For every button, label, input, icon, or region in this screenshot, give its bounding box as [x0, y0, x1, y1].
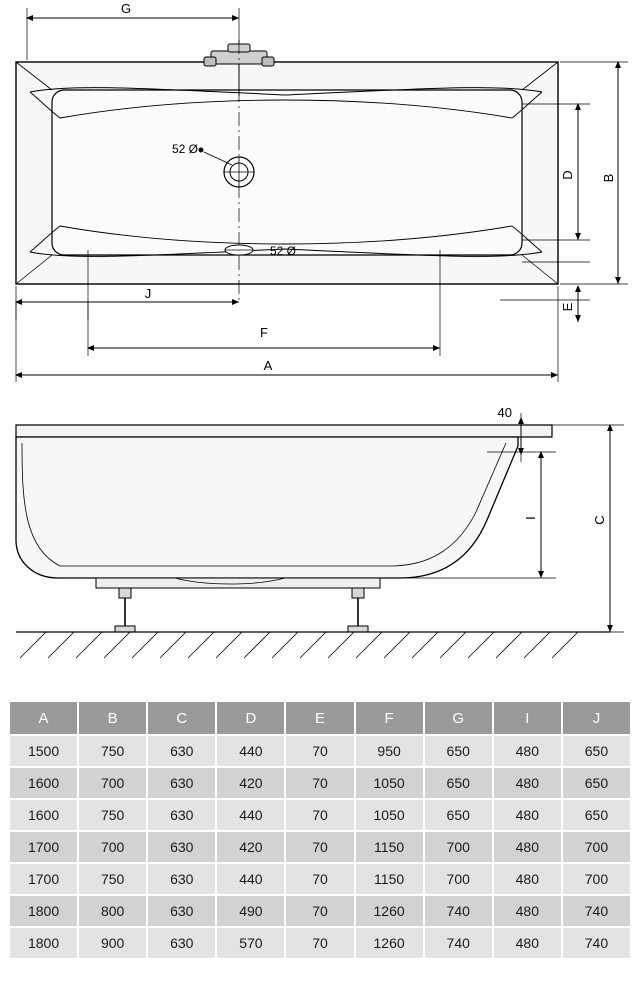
table-row [10, 800, 630, 830]
cell-i: 480 [494, 896, 561, 926]
cell-i: 480 [494, 928, 561, 958]
cell-f: 1260 [356, 928, 423, 958]
tub-body-profile [16, 437, 518, 578]
overflow-outlet [225, 245, 253, 255]
cell-g: 740 [425, 896, 492, 926]
cell-b: 800 [79, 896, 146, 926]
cell-g: 650 [425, 736, 492, 766]
dim-label-d: D [560, 170, 575, 180]
table-header-row [10, 702, 630, 734]
cell-i: 480 [494, 832, 561, 862]
cell-j: 650 [563, 800, 630, 830]
cell-e: 70 [286, 896, 353, 926]
cell-g: 700 [425, 864, 492, 894]
cell-c: 630 [148, 928, 215, 958]
cell-g: 740 [425, 928, 492, 958]
cell-j: 700 [563, 864, 630, 894]
cell-c: 630 [148, 832, 215, 862]
cell-b: 750 [79, 736, 146, 766]
cell-c: 630 [148, 768, 215, 798]
leader-dot-1 [199, 148, 204, 153]
cell-d: 490 [217, 896, 284, 926]
dim-label-f: F [260, 325, 268, 340]
column-header-d: D [217, 702, 284, 734]
dimensions-table [8, 700, 632, 960]
side-view-group [16, 405, 624, 658]
cell-j: 700 [563, 832, 630, 862]
waste-outlet [224, 157, 254, 187]
cell-d: 420 [217, 832, 284, 862]
cell-d: 440 [217, 864, 284, 894]
cell-f: 1050 [356, 768, 423, 798]
dim-label-40: 40 [497, 405, 512, 420]
cell-a: 1700 [10, 864, 77, 894]
cell-f: 1260 [356, 896, 423, 926]
cell-j: 740 [563, 896, 630, 926]
cell-c: 630 [148, 736, 215, 766]
cell-f: 950 [356, 736, 423, 766]
cell-j: 650 [563, 768, 630, 798]
cell-c: 630 [148, 896, 215, 926]
dim-label-e: E [560, 302, 575, 312]
cell-d: 420 [217, 768, 284, 798]
cell-g: 650 [425, 768, 492, 798]
cell-e: 70 [286, 832, 353, 862]
support-leg-left [115, 588, 135, 632]
column-header-b: B [79, 702, 146, 734]
cell-b: 700 [79, 768, 146, 798]
cell-a: 1700 [10, 832, 77, 862]
column-header-g: G [425, 702, 492, 734]
cell-g: 650 [425, 800, 492, 830]
cell-j: 740 [563, 928, 630, 958]
cell-b: 700 [79, 832, 146, 862]
cell-j: 650 [563, 736, 630, 766]
cell-f: 1050 [356, 800, 423, 830]
column-header-i: I [494, 702, 561, 734]
cell-c: 630 [148, 864, 215, 894]
cell-i: 480 [494, 800, 561, 830]
cell-a: 1600 [10, 800, 77, 830]
table-row [10, 928, 630, 958]
cell-e: 70 [286, 800, 353, 830]
table-row [10, 864, 630, 894]
support-leg-right [348, 588, 368, 632]
column-header-f: F [356, 702, 423, 734]
cell-e: 70 [286, 768, 353, 798]
table-row [10, 736, 630, 766]
cell-a: 1800 [10, 928, 77, 958]
cell-i: 480 [494, 768, 561, 798]
table-row [10, 896, 630, 926]
dim-label-i: I [523, 516, 538, 520]
cell-i: 480 [494, 736, 561, 766]
top-view-group [16, 1, 628, 382]
cell-b: 900 [79, 928, 146, 958]
cell-e: 70 [286, 736, 353, 766]
tub-base-plate [96, 578, 380, 588]
cell-b: 750 [79, 800, 146, 830]
cell-b: 750 [79, 864, 146, 894]
cell-e: 70 [286, 864, 353, 894]
column-header-j: J [563, 702, 630, 734]
cell-i: 480 [494, 864, 561, 894]
dim-label-a: A [263, 358, 273, 373]
dim-label-j: J [144, 286, 152, 301]
cell-f: 1150 [356, 864, 423, 894]
column-header-a: A [10, 702, 77, 734]
cell-g: 700 [425, 832, 492, 862]
tub-inner-bowl [52, 90, 522, 255]
floor-hatching [20, 632, 578, 658]
column-header-c: C [148, 702, 215, 734]
dim-label-b: B [601, 173, 616, 183]
cell-c: 630 [148, 800, 215, 830]
cell-f: 1150 [356, 832, 423, 862]
cell-e: 70 [286, 928, 353, 958]
cell-d: 440 [217, 736, 284, 766]
column-header-e: E [286, 702, 353, 734]
cell-a: 1800 [10, 896, 77, 926]
cell-d: 440 [217, 800, 284, 830]
waste-note-1: 52 Ø [172, 142, 199, 156]
tub-rim-profile [16, 425, 552, 437]
dim-label-g: G [120, 1, 132, 16]
table-row [10, 832, 630, 862]
cell-a: 1600 [10, 768, 77, 798]
table-row [10, 768, 630, 798]
waste-note-2: 52 Ø [270, 244, 297, 258]
cell-d: 570 [217, 928, 284, 958]
cell-a: 1500 [10, 736, 77, 766]
dim-label-c: C [592, 515, 607, 525]
